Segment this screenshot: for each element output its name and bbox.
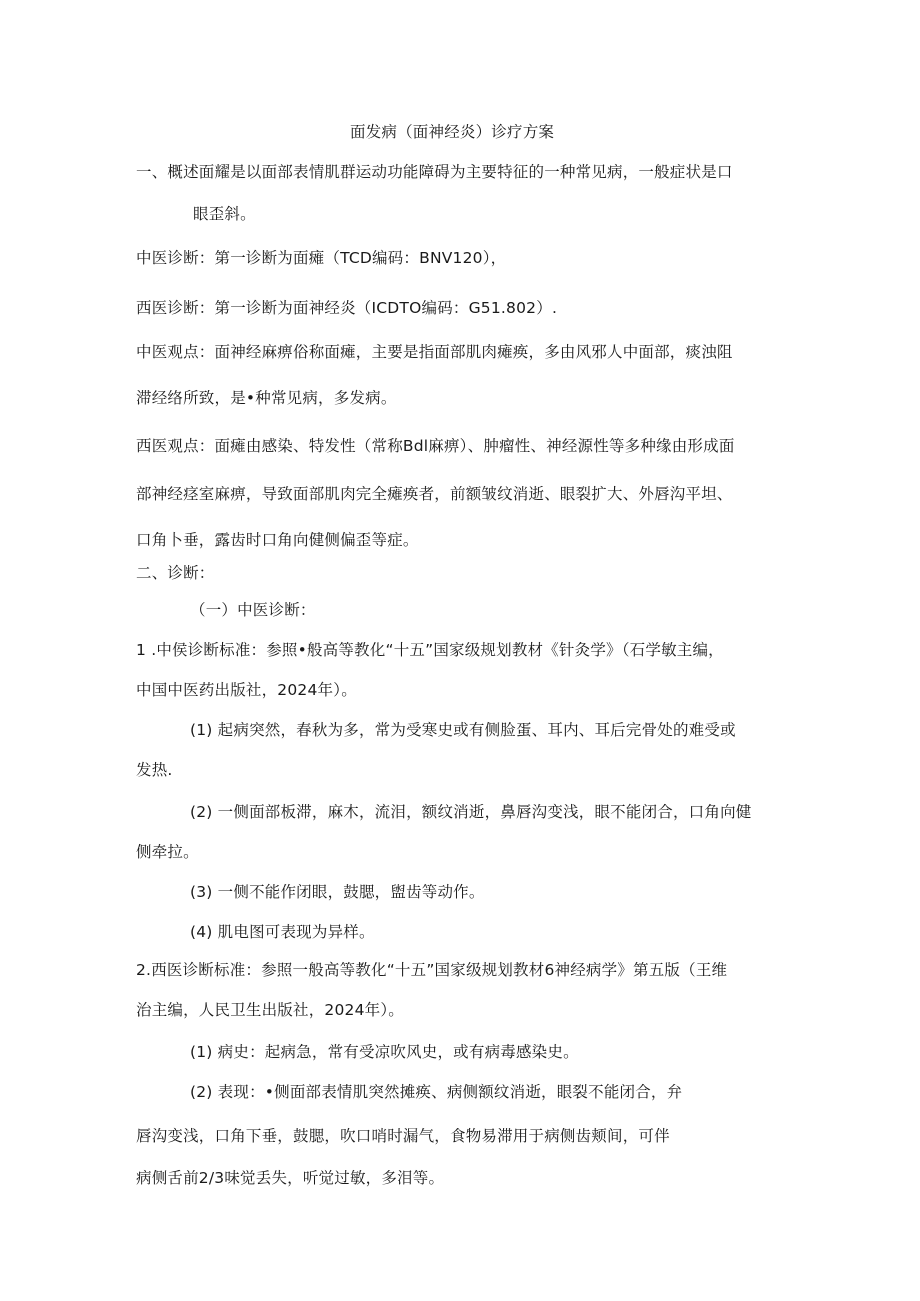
list-item: (4) 肌电图可表现为异样。 <box>190 923 375 941</box>
document-title: 面发病（面神经炎）诊疗方案 <box>350 123 555 141</box>
paragraph-line: 中国中医药出版社，2024年）。 <box>136 681 357 699</box>
paragraph-line: 一、概述面耀是以面部表情肌群运动功能障碍为主要特征的一种常见病，一般症状是口 <box>136 163 733 181</box>
paragraph-line: 病侧舌前2/3味觉丢失，听觉过敏，多泪等。 <box>136 1169 445 1187</box>
paragraph-line: 侧牵拉。 <box>136 843 199 861</box>
paragraph-line: 西医诊断：第一诊断为面神经炎（ICDTO编码：G51.802）. <box>136 299 558 317</box>
paragraph-line: 部神经痉室麻痹，导致面部肌肉完全瘫痪者，前额皱纹消逝、眼裂扩大、外唇沟平坦、 <box>136 485 733 503</box>
list-item: (2) 一侧面部板滞，麻木，流泪，额纹消逝，鼻唇沟变浅，眼不能闭合，口角向健 <box>190 803 752 821</box>
paragraph-line: 中医诊断：第一诊断为面瘫（TCD编码：BNV120）， <box>136 249 507 267</box>
list-item: (3) 一侧不能作闭眼，鼓腮，盥齿等动作。 <box>190 883 485 901</box>
paragraph-line: 滞经络所致，是•种常见病，多发病。 <box>136 389 397 407</box>
section-heading: 二、诊断： <box>136 564 215 582</box>
list-item: (2) 表现：•侧面部表情肌突然摊痪、病侧额纹消逝，眼裂不能闭合，弁 <box>190 1083 683 1101</box>
paragraph-line: 中医观点：面神经麻痹俗称面瘫，主要是指面部肌肉瘫痪，多由风邪人中面部，痰浊阻 <box>136 343 733 361</box>
paragraph-line: 口角卜垂，露齿时口角向健侧偏歪等症。 <box>136 531 419 549</box>
paragraph-line: 唇沟变浅，口角下垂，鼓腮，吹口哨时漏气，食物易滞用于病侧齿颊间，可伴 <box>136 1127 670 1145</box>
paragraph-line: 发热. <box>136 761 173 779</box>
paragraph-line: 西医观点：面瘫由感染、特发性（常称Bdl麻痹）、肿瘤性、神经源性等多种缘由形成面 <box>136 437 735 455</box>
list-item: (1) 病史：起病急，常有受凉吹风史，或有病毒感染史。 <box>190 1043 579 1061</box>
subsection-heading: （一）中医诊断： <box>190 601 316 619</box>
paragraph-line: 1 .中侯诊断标准：参照•般高等教化“十五”国家级规划教材《针灸学》（石学敏主编， <box>136 641 724 659</box>
paragraph-line: 2.西医诊断标准：参照一般高等教化“十五”国家级规划教材6神经病学》第五版（王维 <box>136 961 728 979</box>
paragraph-line: 治主编，人民卫生出版社，2024年）。 <box>136 1001 404 1019</box>
list-item: (1) 起病突然，春秋为多，常为受寒史或有侧脸蛋、耳内、耳后完骨处的难受或 <box>190 721 736 739</box>
paragraph-line: 眼歪斜。 <box>193 205 256 223</box>
